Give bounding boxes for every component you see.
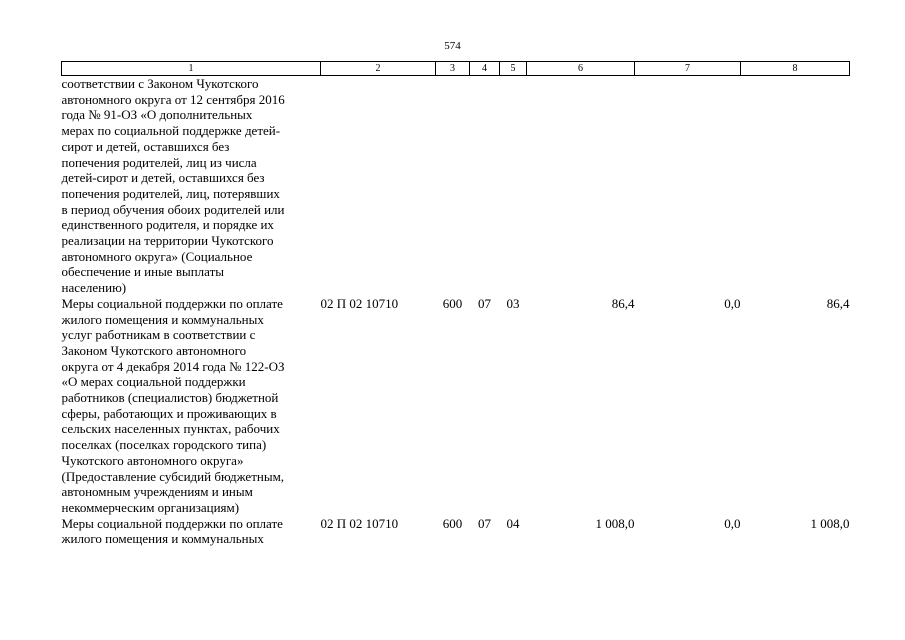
col-header-3: 3 [436, 62, 470, 76]
page-number: 574 [444, 40, 461, 52]
row-target-code: 02 П 02 10710 [320, 295, 399, 311]
table-row [62, 296, 850, 516]
table-row [62, 76, 850, 296]
budget-table [61, 61, 850, 547]
row-name [62, 516, 321, 547]
row-name-text: Меры социальной поддержки по оплате жилого помещения и коммунальных услуг работникам в соответствии с Законом Чукотского автономного округа от 4 декабря 2014 года № 122-ОЗ «О мерах социальной поддержки работников (специалистов) бюджетной сферы, работающих и проживающих в сельских населенных пунктах, рабочих поселках (поселках городского типа) Чукотского автономного округа» (Предоставление субсидий бюджетным, автономным учреждениям и иным некоммерческим организациям) [61, 295, 285, 515]
row-amount-total [527, 76, 635, 296]
row-amount-regional: 1 008,0 [810, 515, 850, 531]
col-header-6: 6 [527, 62, 635, 76]
row-name [62, 296, 321, 516]
row-amount-federal [635, 76, 741, 296]
row-subsection: 04 [506, 515, 520, 531]
row-expense-type [436, 76, 470, 296]
row-name-text: Меры социальной поддержки по оплате жилого помещения и коммунальных [61, 515, 283, 547]
col-header-8: 8 [741, 62, 850, 76]
col-header-1: 1 [62, 62, 321, 76]
col-header-2: 2 [321, 62, 436, 76]
table-row [62, 516, 850, 547]
col-header-7: 7 [635, 62, 741, 76]
row-section: 07 [478, 515, 491, 531]
row-amount-regional: 86,4 [826, 295, 850, 311]
row-target-code [321, 76, 436, 296]
row-expense-type: 600 [442, 295, 463, 311]
row-subsection: 03 [506, 295, 520, 311]
row-subsection [500, 76, 527, 296]
column-number-header [62, 62, 850, 76]
col-header-5: 5 [500, 62, 527, 76]
row-amount-federal: 0,0 [724, 295, 741, 311]
row-section [470, 76, 500, 296]
row-name-text: соответствии с Законом Чукотского автономного округа от 12 сентября 2016 года № 91-ОЗ «О дополнительных мерах по социальной поддержке детей- сирот и детей, оставшихся без попечения родителей, лиц из числа детей-сирот и детей, оставшихся без попечения родителей, лиц, потерявших в период обучения обоих родителей или единственного родителя, и порядке их реализации на территории Чукотского автономного округа» (Социальное обеспечение и иные выплаты населению) [61, 76, 285, 296]
row-section: 07 [478, 295, 491, 311]
row-target-code: 02 П 02 10710 [320, 515, 399, 531]
row-amount-total: 86,4 [611, 295, 635, 311]
row-amount-federal: 0,0 [724, 515, 741, 531]
col-header-4: 4 [470, 62, 500, 76]
row-amount-regional [741, 76, 850, 296]
row-amount-total: 1 008,0 [595, 515, 635, 531]
row-name [62, 76, 321, 296]
row-expense-type: 600 [442, 515, 463, 531]
